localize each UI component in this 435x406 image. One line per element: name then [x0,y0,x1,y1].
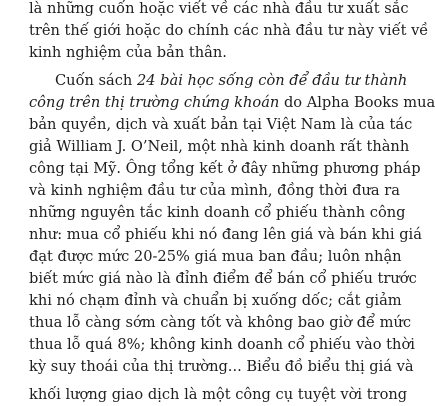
text-run: do Alpha Books mua [279,94,435,111]
text-run: Cuốn sách [55,72,137,89]
text-line: kinh nghiệm của bản thân. [29,44,227,61]
text-line [55,70,408,92]
book-title-part-1: 24 bài học sống còn để đầu tư thành [136,72,408,89]
book-title-part-2: công trên thị trường chứng khoán [29,94,280,111]
text-line: khối lượng giao dịch là một công cụ tuyệt vời trong [29,386,408,403]
text-line: như: mua cổ phiếu khi nó đang lên giá và bán khi giá [29,226,422,243]
text-line: công tại Mỹ. Ông tổng kết ở đây những phương pháp [29,160,421,177]
text-line: kỳ suy thoái của thị trường... Biểu đồ biểu thị giá và [29,358,414,375]
text-line: biết mức giá nào là đỉnh điểm để bán cổ phiếu trước [29,270,417,287]
text-line: thua lỗ quá 8%; không kinh doanh cổ phiếu vào thời [29,336,415,353]
text-line: khi nó chạm đỉnh và chuẩn bị xuống dốc; cắt giảm [29,292,402,309]
text-line: thua lỗ càng sớm càng tốt và không bao giờ để mức [29,314,412,331]
text-line: đạt được mức 20-25% giá mua ban đầu; luôn nhận [29,248,402,265]
text-line: bản quyền, dịch và xuất bản tại Việt Nam là của tác [29,116,413,133]
text-line [29,92,435,114]
text-line: là những cuốn hoặc viết về các nhà đầu tư xuất sắc [29,0,409,17]
text-line: và kinh nghiệm đầu tư của mình, đồng thời đưa ra [29,182,400,199]
text-line: những nguyên tắc kinh doanh cổ phiếu thành công [29,204,406,221]
text-line: trên thế giới hoặc do chính các nhà đầu tư này viết về [29,22,429,39]
text-line: giả William J. O’Neil, một nhà kinh doanh rất thành [29,138,410,155]
